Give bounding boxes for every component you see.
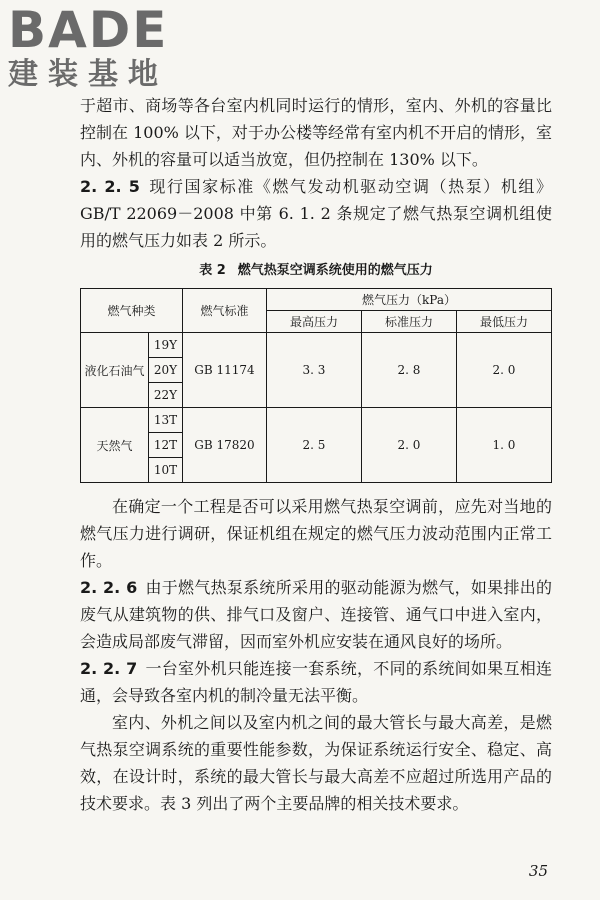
logo-mark: BADE: [8, 1, 169, 59]
logo-subtitle: 建装基地: [8, 57, 168, 92]
header-min-pressure: 最低压力: [457, 311, 552, 333]
normal-pressure-cell: 2. 8: [362, 333, 457, 408]
table-row: [81, 408, 552, 433]
gas-code-cell: 19Y: [149, 333, 183, 358]
paragraph: [80, 709, 552, 817]
paragraph: [80, 92, 552, 173]
table-caption-title: 燃气热泵空调系统使用的燃气压力: [237, 263, 433, 278]
table-caption: [80, 262, 552, 280]
header-pressure: 燃气压力（kPa）: [267, 289, 552, 311]
max-pressure-cell: 3. 3: [267, 333, 362, 408]
table-caption-number: 表 2: [199, 263, 226, 278]
header-standard: 燃气标准: [183, 289, 267, 333]
header-max-pressure: 最高压力: [267, 311, 362, 333]
section-number: 2. 2. 7: [80, 659, 138, 678]
gas-type-cell: 天然气: [81, 408, 149, 483]
paragraph-text: 由于燃气热泵系统所采用的驱动能源为燃气，如果排出的废气从建筑物的供、排气口及窗户、连接管、通气口中进入室内，会造成局部废气滞留，因而室外机应安装在通风良好的场所。: [80, 578, 552, 651]
bade-logo: [8, 1, 178, 92]
max-pressure-cell: 2. 5: [267, 408, 362, 483]
page-number: 35: [528, 862, 548, 880]
gas-code-cell: 10T: [149, 458, 183, 483]
section-number: 2. 2. 5: [80, 177, 140, 196]
gas-code-cell: 20Y: [149, 358, 183, 383]
table-row: [81, 333, 552, 358]
paragraph-text: 在确定一个工程是否可以采用燃气热泵空调前，应先对当地的燃气压力进行调研，保证机组在规定的燃气压力波动范围内正常工作。: [80, 497, 552, 570]
min-pressure-cell: 2. 0: [457, 333, 552, 408]
section-number: 2. 2. 6: [80, 578, 138, 597]
gas-code-cell: 12T: [149, 433, 183, 458]
min-pressure-cell: 1. 0: [457, 408, 552, 483]
header-normal-pressure: 标准压力: [362, 311, 457, 333]
paragraph-text: 于超市、商场等各台室内机同时运行的情形，室内、外机的容量比控制在 100% 以下，对于办公楼等经常有室内机不开启的情形，室内、外机的容量可以适当放宽，但仍控制在 130% 以下。: [80, 96, 552, 169]
gas-code-cell: 13T: [149, 408, 183, 433]
paragraph-text: 室内、外机之间以及室内机之间的最大管长与最大高差，是燃气热泵空调系统的重要性能参数，为保证系统运行安全、稳定、高效，在设计时，系统的最大管长与最大高差不应超过所选用产品的技术要求。表 3 列出了两个主要品牌的相关技术要求。: [80, 713, 552, 813]
normal-pressure-cell: 2. 0: [362, 408, 457, 483]
gas-type-cell: 液化石油气: [81, 333, 149, 408]
section-paragraph: [80, 173, 552, 254]
page-content: [80, 92, 552, 817]
gas-pressure-table: [80, 288, 552, 483]
header-gas-type: 燃气种类: [81, 289, 183, 333]
standard-cell: GB 17820: [183, 408, 267, 483]
paragraph-text: 一台室外机只能连接一套系统，不同的系统间如果互相连通，会导致各室内机的制冷量无法平衡。: [80, 659, 552, 705]
paragraph: [80, 493, 552, 574]
gas-code-cell: 22Y: [149, 383, 183, 408]
section-paragraph: [80, 574, 552, 655]
section-paragraph: [80, 655, 552, 709]
paragraph-text: 现行国家标准《燃气发动机驱动空调（热泵）机组》GB/T 22069－2008 中第 6. 1. 2 条规定了燃气热泵空调机组使用的燃气压力如表 2 所示。: [80, 177, 552, 250]
standard-cell: GB 11174: [183, 333, 267, 408]
